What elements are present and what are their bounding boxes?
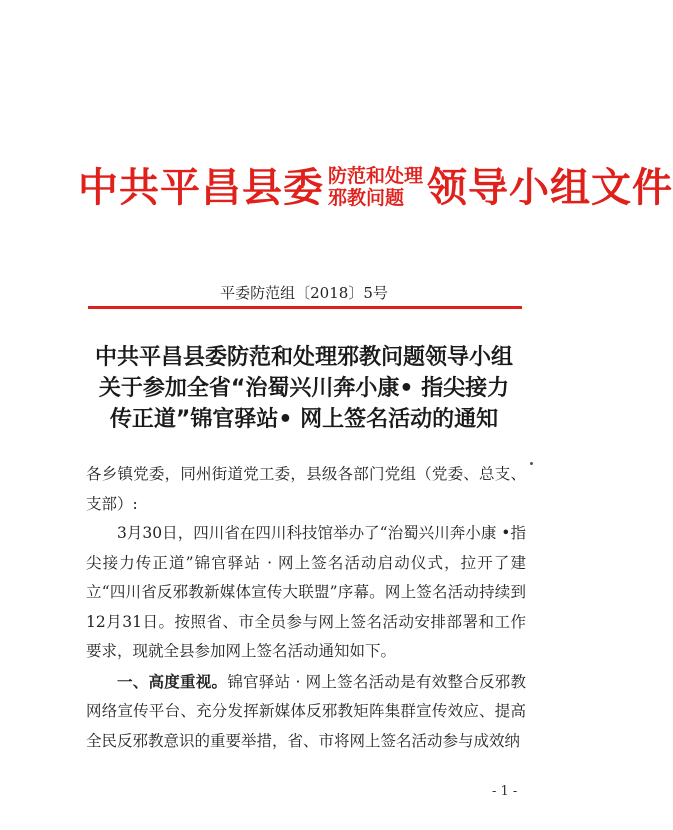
page-number: - 1 - bbox=[492, 784, 518, 799]
document-header-title bbox=[78, 148, 673, 228]
salutation: 各乡镇党委，同州街道党工委，县级各部门党组（党委、总支、支部）: bbox=[86, 465, 526, 513]
document-number: 平委防范组〔2018〕5号 bbox=[220, 284, 388, 302]
paragraph-intro: 3月30日，四川省在四川科技馆举办了“治蜀兴川奔小康 •指尖接力传正道”锦官驿站 · 网上签名活动启动仪式，拉开了建立“四川省反邪教新媒体宣传大联盟”序幕。网上签名活动持续到12月31日。按照省、市全员参与网上签名活动安排部署和工作要求，现就全县参加网上签名活动通知如下。 bbox=[86, 524, 526, 660]
notice-title-line2: 关于参加全省“治蜀兴川奔小康• 指尖接力 bbox=[98, 376, 510, 401]
paragraph-section1 bbox=[86, 667, 526, 757]
notice-title bbox=[60, 342, 548, 435]
section1-heading: 一、高度重视。 bbox=[117, 671, 228, 691]
scan-speck bbox=[530, 462, 533, 465]
header-committee-line1: 防范和处理 bbox=[328, 165, 424, 188]
header-part-issuer: 中共平昌县委 bbox=[78, 165, 324, 211]
header-part-committee bbox=[328, 166, 423, 210]
header-committee-line2: 邪教问题 bbox=[328, 187, 405, 209]
section1-text: 锦官驿站 · 网上签名活动是有效整合反邪教网络宣传平台、充分发挥新媒体反邪教矩阵集群宣传效应、提高全民反邪教意识的重要举措，省、市将网上签名活动参与成效纳 bbox=[86, 672, 526, 750]
notice-body bbox=[86, 460, 526, 756]
notice-title-line1: 中共平昌县委防范和处理邪教问题领导小组 bbox=[94, 345, 513, 370]
red-divider-line bbox=[88, 306, 522, 309]
notice-title-line3: 传正道”锦官驿站• 网上签名活动的通知 bbox=[109, 407, 499, 432]
header-part-group: 领导小组文件 bbox=[427, 165, 673, 211]
